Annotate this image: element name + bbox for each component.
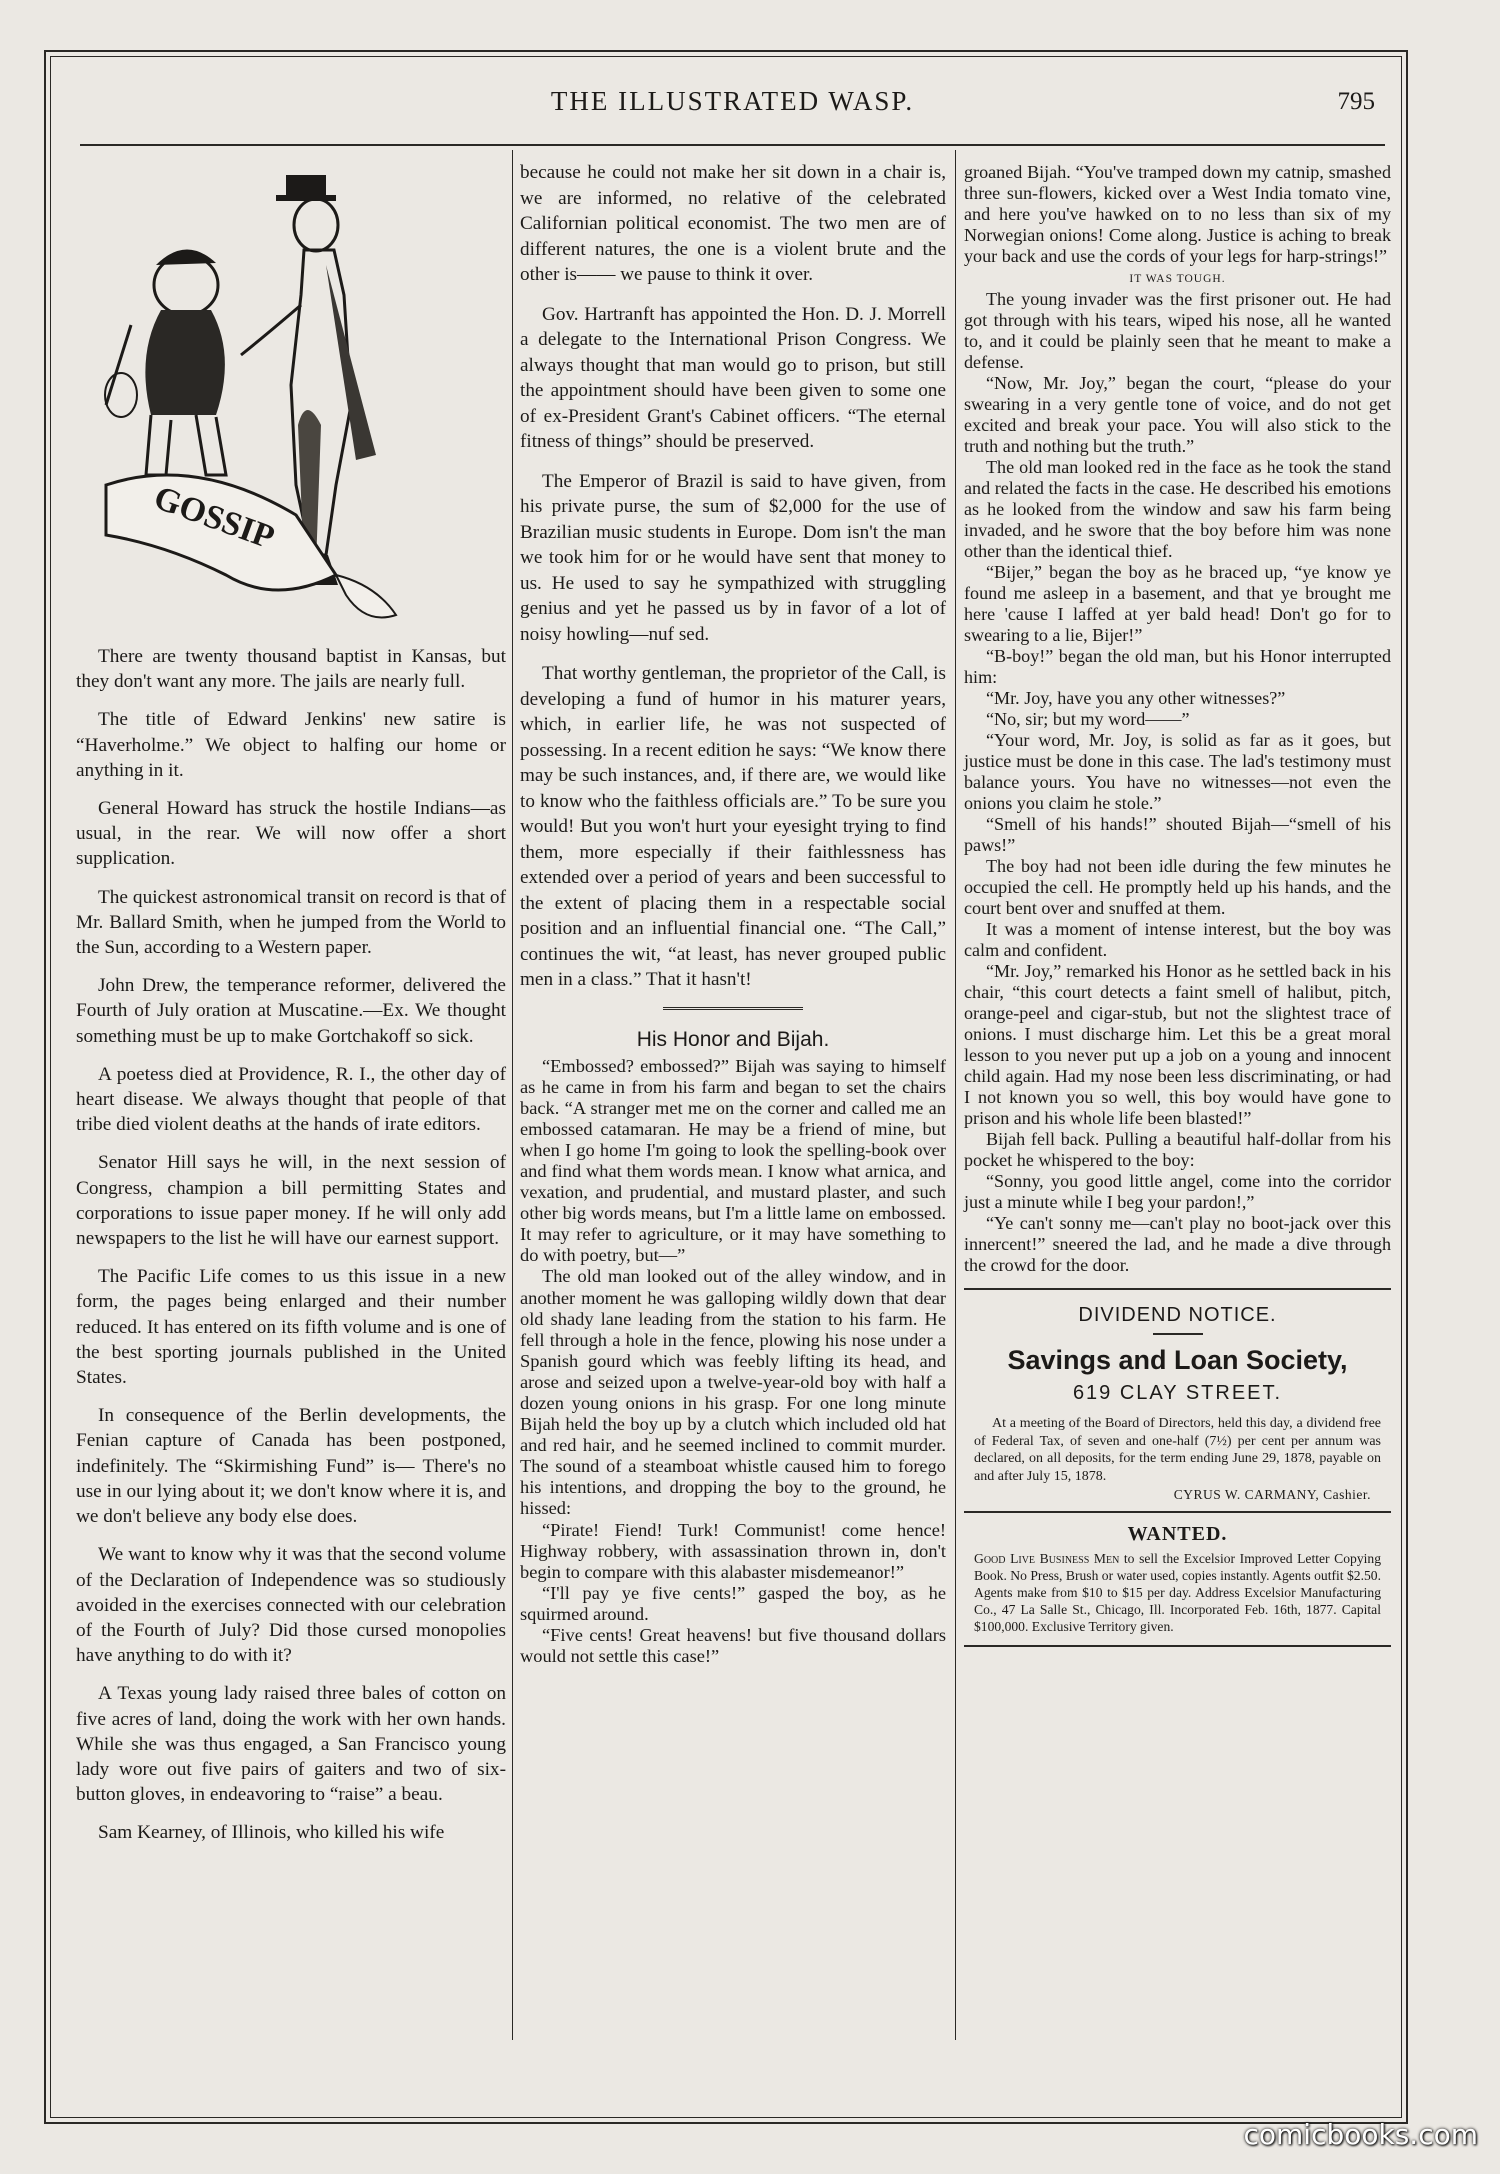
column-divider-left [512,150,513,2040]
publication-title: THE ILLUSTRATED WASP. [550,86,915,116]
article-para-2: The old man looked out of the alley window, and in another moment he was galloping wildly down that dear old shady lane leading from the station to his farm. He fell through a hole in the fence, plowing his nose under a Spanish gourd which was feebly lifting its head, and arose and seized upon a twelve-year-old boy with half a dozen young onions in his grasp. For one long minute Bijah held the boy up by a clutch which included old hat and red hair, and he seemed inclined to commit murder. The sound of a steamboat whistle caused him to forego his intentions, and dropping the boy to the ground, he hissed: [520,1266,946,1519]
item-16: That worthy gentleman, the proprietor of the Call, is developing a fund of humor in his maturer years, which, in earlier life, he was not suspected of possessing. In a recent edition he says: “We know there may be such instances, and, if there are, we would like to know who the faithless officials are.” To be sure you would! But you won't hurt your eyesight trying to find them, more especially if their faithlessness has extended over a period of years and been successful to the extent of placing them in a respectable social position and an influential financial one. “The Call,” continues the wit, “at least, has never grouped public men in a class.” That it hasn't! [520,663,946,990]
item-10: We want to know why it was that the second volume of the Declaration of Independence was so studiously avoided in the exercises connected with our celebration of the Fourth of July? Did those cursed monopolies have anything to do with it? [76,1544,506,1667]
article-para-10: “Bijer,” began the boy as he braced up, “ye know ye found me asleep in a basement, and that ye brought me here 'cause I laffed at yer bald head! Don't go for to swearing to a lie, Bijer!” [964,562,1391,645]
article-para-13: “No, sir; but my word——” [986,709,1190,729]
article-para-18: “Mr. Joy,” remarked his Honor as he settled back in his chair, “this court detects a faint smell of halibut, pitch, orange-peel and cigar-stub, but not the slightest trace of onions. I must discharge him. Let this be a great moral lesson to you never put up a job on a young and innocent child again. Had my nose been less discriminating, or had I not known you so well, this boy would have gone to prison and his whole life been blasted!” [964,961,1391,1128]
header-rule [80,144,1385,146]
ad-rule-top [964,1288,1391,1290]
article-para-12: “Mr. Joy, have you any other witnesses?” [986,688,1286,708]
dividend-notice-signature: CYRUS W. CARMANY, Cashier. [1173,1487,1371,1503]
wanted-title: WANTED. [1127,1523,1228,1546]
article-para-8: “Now, Mr. Joy,” began the court, “please do your swearing in a very gentle tone of voice, and do not get excited and break your pace. You will also stick to the truth and nothing but the truth.” [964,373,1391,456]
ad-rule-bottom [964,1645,1391,1647]
article-para-21: “Ye can't sonny me—can't play no boot-jack over this innercent!” sneered the lad, and he made a dive through the crowd for the door. [964,1213,1391,1275]
article-para-6: groaned Bijah. “You've tramped down my catnip, smashed three sun-flowers, kicked over a West India tomato vine, and here you've hawked on to no less than six of my Norwegian onions! Come along. Justice is aching to break your back and use the cords of your legs for harp-strings!” [964,162,1391,266]
article-para-20: “Sonny, you good little angel, come into the corridor just a minute while I beg your pardon!,” [964,1171,1391,1212]
item-5: John Drew, the temperance reformer, delivered the Fourth of July oration at Muscatine.—Ex. We thought something must be up to make Gortchakoff so sick. [76,975,506,1047]
article-para-4: “I'll pay ye five cents!” gasped the boy, as he squirmed around. [520,1582,946,1624]
masthead [80,86,1385,126]
article-para-14: “Your word, Mr. Joy, is solid as far as it goes, but justice must be done in this case. The lad's testimony must balance yours. You have no witnesses—not even the onions you claim he stole.” [964,730,1391,813]
ad-rule-middle [964,1511,1391,1513]
item-2: The title of Edward Jenkins' new satire is “Haverholme.” We object to halfing our home or anything in it. [76,709,506,781]
short-rule [1153,1333,1203,1335]
column-2 [520,160,946,1667]
page-number: 795 [1337,88,1375,115]
wanted-lead: Good Live Business Men [974,1551,1120,1567]
article-para-1: “Embossed? embossed?” Bijah was saying to himself as he came in from his farm and began to set the chairs back. “A stranger met me on the corner and called me an embossed catamaran. He may be a friend of mine, but when I go home I'm going to look the spelling-book over and find what them words mean. I know what arnica, and vexation, and prudential, and mustard plaster, and such other big words means, but I'm a little lame on embossed. It may refer to agriculture, or it may have something to do with poetry, but—” [520,1055,946,1266]
wanted-text: to sell the Excelsior Improved Letter Copying Book. No Press, Brush or water used, copies instantly. Agents outfit $2.50. Agents make from $10 to $15 per day. Address Excelsior Manufacturing Co., 47 La Salle St., Chicago, Ill. Incorporated Feb. 16th, 1877. Capital $100,000. Exclusive Territory given. [974,1551,1381,1635]
article-para-15: “Smell of his hands!” shouted Bijah—“smell of his paws!” [964,814,1391,855]
column-3 [964,162,1391,1647]
article-para-19: Bijah fell back. Pulling a beautiful half-dollar from his pocket he whispered to the boy: [964,1129,1391,1170]
article-divider [663,1007,803,1012]
item-12: Sam Kearney, of Illinois, who killed his wife [98,1822,445,1844]
article-para-9: The old man looked red in the face as he took the stand and related the facts in the case. He described his emotions as he looked from the window and saw his farm being invaded, and he swore that the boy before him was none other than the identical thief. [964,457,1391,561]
article-para-17: It was a moment of intense interest, but the boy was calm and confident. [964,919,1391,960]
cartoon-banner-text: GOSSIP [149,479,280,557]
gossip-cartoon [76,155,506,625]
article-title: His Honor and Bijah. [636,1027,830,1051]
article-para-7: The young invader was the first prisoner out. He had got through with his tears, wiped his nose, all he wanted to, and it could be plainly seen that he meant to make a defense. [964,289,1391,372]
item-14: Gov. Hartranft has appointed the Hon. D. J. Morrell a delegate to the International Prison Congress. We always thought that man would go to prison, but still the appointment should have been given to some one of ex-President Grant's Cabinet officers. “The eternal fitness of things” should be preserved. [520,303,946,452]
item-15: The Emperor of Brazil is said to have given, from his private purse, the sum of $2,000 for the use of Brazilian music students in Europe. Dom isn't the man we took him for or he would have sent that money to us. He used to say he sympathized with struggling genius and yet he passed us by in favor of a lot of noisy howling—nuf sed. [520,470,946,645]
item-3: General Howard has struck the hostile Indians—as usual, in the rear. We will now offer a short supplication. [76,798,506,870]
item-13: because he could not make her sit down in a chair is, we are informed, no relative of the celebrated Californian political economist. The two men are of different natures, the one is a violent brute and the other is—— we pause to think it over. [520,162,946,285]
item-9: In consequence of the Berlin developments, the Fenian capture of Canada has been postponed, indefinitely. The “Skirmishing Fund” is— There's no use in our lying about it; we don't know where it is, and we don't believe any body else does. [76,1405,506,1528]
wanted-body [974,1550,1381,1635]
society-name: Savings and Loan Society, [1007,1345,1348,1375]
item-7: Senator Hill says he will, in the next session of Congress, champion a bill permitting States and corporations to issue paper money. If he will only add newspapers to the list he will have our earnest support. [76,1152,506,1250]
article-para-3: “Pirate! Fiend! Turk! Communist! come hence! Highway robbery, with assassination thrown in, don't begin to compare with this alabaster misdemeanor!” [520,1519,946,1582]
dividend-notice-body: At a meeting of the Board of Directors, held this day, a dividend free of Federal Tax, of seven and one-half (7½) per cent per annum was declared, on all deposits, for the term ending June 29, 1878, payable on and after July 15, 1878. [974,1416,1381,1484]
site-watermark: comicbooks.com [1243,2118,1478,2151]
article-subhead: IT WAS TOUGH. [1129,273,1226,285]
article-para-11: “B-boy!” began the old man, but his Honor interrupted him: [964,646,1391,687]
society-address: 619 CLAY STREET. [1072,1382,1283,1404]
article-para-5: “Five cents! Great heavens! but five thousand dollars would not settle this case!” [520,1625,946,1667]
column-divider-right [955,150,956,2040]
item-1: There are twenty thousand baptist in Kansas, but they don't want any more. The jails are nearly full. [76,646,506,693]
item-4: The quickest astronomical transit on record is that of Mr. Ballard Smith, when he jumped from the World to the Sun, according to a Western paper. [76,886,506,959]
article-para-16: The boy had not been idle during the few minutes he occupied the cell. He promptly held up his hands, and the court bent over and snuffed at them. [964,856,1391,918]
item-8: The Pacific Life comes to us this issue in a new form, the pages being enlarged and their number reduced. It has entered on its fifth volume and is one of the best sporting journals published in the United States. [76,1266,506,1389]
item-6: A poetess died at Providence, R. I., the other day of heart disease. We always thought that people of that tribe died violent deaths at the hands of irate editors. [76,1063,506,1136]
dividend-notice-ad [964,1304,1391,1503]
item-11: A Texas young lady raised three bales of cotton on five acres of land, doing the work with her own hands. While she was thus engaged, a San Francisco young lady wore out five pairs of gaiters and two of six-button gloves, in endeavoring to “raise” a beau. [76,1683,506,1806]
wanted-ad [964,1523,1391,1635]
column-1 [76,155,506,1859]
dividend-notice-title: DIVIDEND NOTICE. [1078,1304,1277,1326]
